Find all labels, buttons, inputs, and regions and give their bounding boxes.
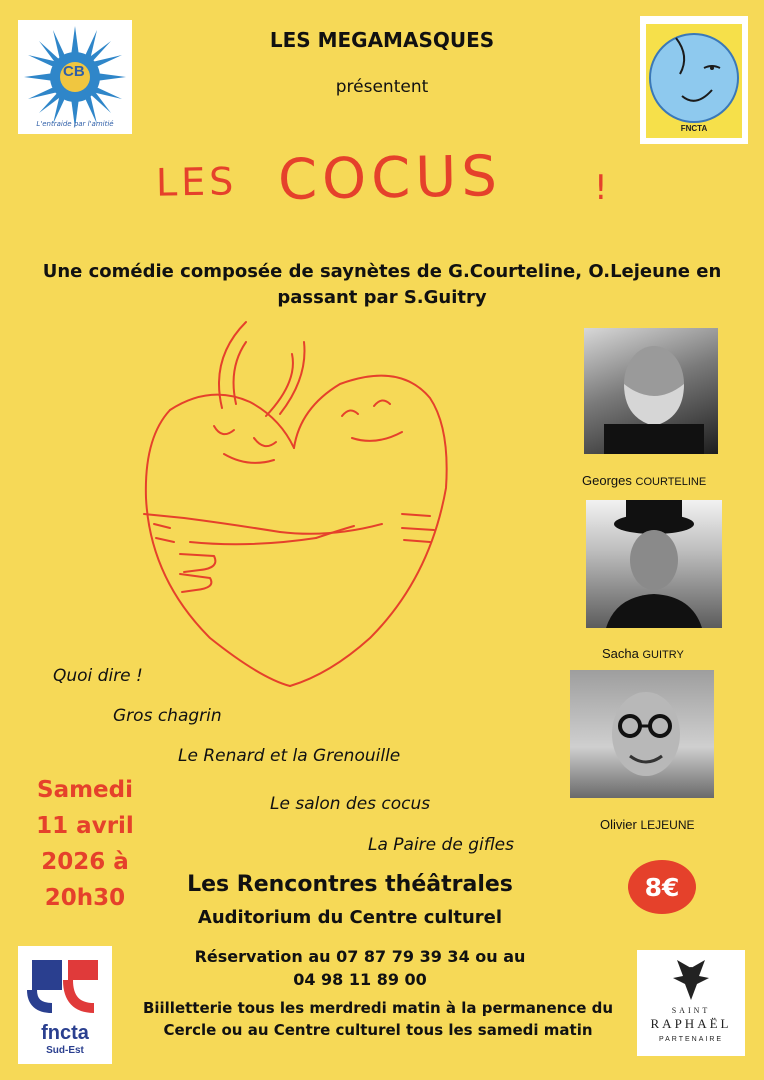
fncta-top-label: FNCTA [680, 124, 708, 133]
author-photo-lejeune [570, 670, 714, 798]
author-caption-courteline [582, 473, 732, 488]
author-first-name: Olivier [600, 817, 637, 832]
title-cocus: COCUS [277, 144, 503, 213]
sketch-title: Gros chagrin [113, 706, 222, 726]
fncta-bottom-name: fncta [41, 1022, 89, 1044]
event-name: Les Rencontres théâtrales [187, 872, 513, 897]
fncta-sud-est-logo [18, 946, 112, 1064]
event-venue: Auditorium du Centre culturel [197, 907, 503, 928]
saint-raphael-line-1: SAINT [671, 1006, 711, 1015]
portrait-icon [586, 500, 722, 628]
fncta-bottom-region: Sud-Est [46, 1045, 84, 1056]
author-photo-guitry [586, 500, 722, 628]
saint-raphael-logo [637, 950, 745, 1056]
angel-icon [671, 958, 711, 1002]
sketch-title: La Paire de gifles [368, 835, 515, 855]
author-last-name: COURTELINE [635, 476, 707, 488]
cb-letters: CB [63, 63, 85, 80]
cb-tagline: L'entraide par l'amitié [36, 120, 114, 128]
presenter-name: LES MEGAMASQUES [269, 28, 495, 52]
author-last-name: GUITRY [642, 649, 684, 661]
price-badge [628, 860, 696, 914]
date-date: 11 avril [36, 813, 134, 839]
sketch-title: Le salon des cocus [270, 794, 431, 814]
title-les: LES [155, 159, 238, 205]
date-year: 2026 à [41, 849, 129, 875]
date-day: Samedi [37, 777, 133, 803]
cercle-boulouris-logo [18, 20, 132, 134]
author-last-name: LEJEUNE [640, 818, 695, 832]
fncta-mark-icon [18, 946, 112, 1026]
hugging-hearts-illustration [130, 318, 470, 698]
price-text: 8€ [644, 872, 680, 902]
portrait-icon [570, 670, 714, 798]
subtitle: Une comédie composée de saynètes de G.Courteline, O.Lejeune en passant par S.Guitry [42, 261, 722, 308]
author-first-name: Georges [582, 473, 632, 488]
reservation-line-2: 04 98 11 89 00 [293, 970, 427, 989]
ticketing-info: Biilletterie tous les merdredi matin à la permanence du Cercle ou au Centre culturel tous les samedi matin [142, 999, 614, 1039]
date-time: 20h30 [44, 885, 126, 911]
author-first-name: Sacha [602, 646, 639, 661]
sketch-title: Le Renard et la Grenouille [178, 746, 401, 766]
fncta-mask-logo [640, 16, 748, 144]
reservation-line-1: Réservation au 07 87 79 39 34 ou au [194, 947, 526, 966]
author-caption-lejeune [600, 817, 730, 832]
portrait-icon [584, 328, 718, 454]
author-photo-courteline [584, 328, 718, 454]
reservation-info [150, 945, 570, 991]
presents-text: présentent [335, 77, 429, 97]
sketch-title: Quoi dire ! [53, 666, 143, 686]
performance-date [30, 772, 140, 916]
saint-raphael-tag: PARTENAIRE [658, 1036, 724, 1043]
saint-raphael-line-2: RAPHAËL [650, 1016, 732, 1031]
title-exclamation: ! [594, 168, 608, 208]
author-caption-guitry [602, 646, 732, 661]
